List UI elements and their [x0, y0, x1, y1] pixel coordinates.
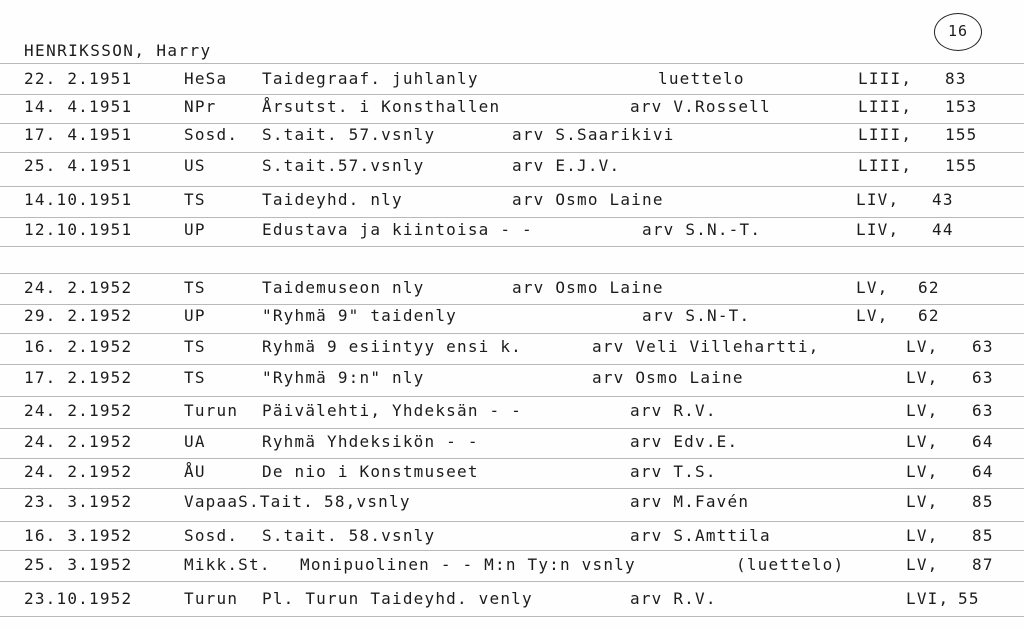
entry-title: Edustava ja kiintoisa - -	[262, 220, 533, 239]
entry-date: 24. 2.1952	[24, 462, 133, 481]
ruling-line	[0, 123, 1024, 124]
entry-source: HeSa	[184, 69, 228, 88]
page-number: 16	[948, 22, 969, 40]
entry-page: 62	[918, 306, 940, 325]
entry-title: Pl. Turun Taideyhd. venly	[262, 589, 533, 608]
entry-title: Ryhmä Yhdeksikön - -	[262, 432, 479, 451]
entry-source: UP	[184, 306, 206, 325]
entry-page: 83	[945, 69, 967, 88]
card-name: HENRIKSSON, Harry	[24, 41, 212, 60]
ruling-line	[0, 217, 1024, 218]
entry-reviewer: arv Osmo Laine	[512, 190, 664, 209]
entry-source: Sosd.	[184, 526, 239, 545]
entry-volume: LV,	[906, 368, 939, 387]
entry-title: De nio i Konstmuseet	[262, 462, 479, 481]
entry-volume: LV,	[906, 337, 939, 356]
entry-reviewer: arv S.Amttila	[630, 526, 771, 545]
ruling-line	[0, 458, 1024, 459]
entry-title: Taidemuseon nly	[262, 278, 425, 297]
entry-date: 29. 2.1952	[24, 306, 133, 325]
entry-title: Årsutst. i Konsthallen	[262, 97, 501, 116]
entry-date: 14. 4.1951	[24, 97, 133, 116]
ruling-line	[0, 152, 1024, 153]
entry-source: Mikk.St.	[184, 555, 271, 574]
entry-source: TS	[184, 368, 206, 387]
entry-date: 14.10.1951	[24, 190, 133, 209]
entry-page: 85	[972, 492, 994, 511]
entry-reviewer: arv M.Favén	[630, 492, 750, 511]
entry-page: 64	[972, 432, 994, 451]
entry-title: "Ryhmä 9:n" nly	[262, 368, 425, 387]
ruling-line	[0, 521, 1024, 522]
entry-page: 44	[932, 220, 954, 239]
entry-date: 23. 3.1952	[24, 492, 133, 511]
entry-page: 155	[945, 125, 978, 144]
entry-title: S.tait. 58.vsnly	[262, 526, 436, 545]
entry-volume: LV,	[856, 306, 889, 325]
entry-reviewer: arv T.S.	[630, 462, 717, 481]
entry-page: 64	[972, 462, 994, 481]
entry-source: NPr	[184, 97, 217, 116]
entry-title: "Ryhmä 9" taidenly	[262, 306, 457, 325]
entry-page: 153	[945, 97, 978, 116]
entry-reviewer: arv R.V.	[630, 401, 717, 420]
entry-reviewer: arv Osmo Laine	[592, 368, 744, 387]
entry-date: 24. 2.1952	[24, 401, 133, 420]
ruling-line	[0, 304, 1024, 305]
ruling-line	[0, 550, 1024, 551]
entry-source: Turun	[184, 589, 239, 608]
entry-reviewer: arv V.Rossell	[630, 97, 771, 116]
entry-reviewer: arv S.Saarikivi	[512, 125, 675, 144]
entry-source: US	[184, 156, 206, 175]
entry-source: ÅU	[184, 462, 206, 481]
entry-title: Taideyhd. nly	[262, 190, 403, 209]
entry-volume: LV,	[906, 492, 939, 511]
entry-volume: LIV,	[856, 220, 900, 239]
entry-reviewer: luettelo	[658, 69, 745, 88]
entry-source: TS	[184, 190, 206, 209]
entry-volume: LIV,	[856, 190, 900, 209]
entry-title: Monipuolinen - - M:n Ty:n vsnly	[300, 555, 636, 574]
entry-date: 25. 3.1952	[24, 555, 133, 574]
entry-page: 155	[945, 156, 978, 175]
entry-source: UA	[184, 432, 206, 451]
entry-source: Sosd.	[184, 125, 239, 144]
entry-volume: LV,	[906, 526, 939, 545]
entry-page: 55	[958, 589, 980, 608]
ruling-line	[0, 428, 1024, 429]
ruling-line	[0, 63, 1024, 64]
entry-volume: LVI,	[906, 589, 950, 608]
ruling-line	[0, 273, 1024, 274]
entry-date: 23.10.1952	[24, 589, 133, 608]
entry-page: 43	[932, 190, 954, 209]
entry-date: 16. 2.1952	[24, 337, 133, 356]
entry-date: 25. 4.1951	[24, 156, 133, 175]
ruling-line	[0, 488, 1024, 489]
entry-page: 87	[972, 555, 994, 574]
entry-reviewer: arv E.J.V.	[512, 156, 621, 175]
entry-title: Taidegraaf. juhlanly	[262, 69, 479, 88]
entry-page: 63	[972, 368, 994, 387]
entry-date: 22. 2.1951	[24, 69, 133, 88]
ruling-line	[0, 94, 1024, 95]
ruling-line	[0, 246, 1024, 247]
entry-page: 63	[972, 401, 994, 420]
entry-volume: LV,	[906, 555, 939, 574]
entry-volume: LV,	[856, 278, 889, 297]
entry-source: VapaaS.Tait.	[184, 492, 314, 511]
entry-reviewer: arv Edv.E.	[630, 432, 739, 451]
entry-volume: LV,	[906, 432, 939, 451]
page-number-circle	[934, 13, 982, 51]
ruling-line	[0, 186, 1024, 187]
entry-date: 24. 2.1952	[24, 278, 133, 297]
entry-title: S.tait. 57.vsnly	[262, 125, 436, 144]
entry-source: UP	[184, 220, 206, 239]
entry-date: 24. 2.1952	[24, 432, 133, 451]
entry-title: Päivälehti, Yhdeksän - -	[262, 401, 522, 420]
entry-title: 58,vsnly	[324, 492, 411, 511]
ruling-line	[0, 616, 1024, 617]
entry-source: Turun	[184, 401, 239, 420]
entry-reviewer: arv Osmo Laine	[512, 278, 664, 297]
entry-page: 62	[918, 278, 940, 297]
entry-reviewer: arv R.V.	[630, 589, 717, 608]
entry-source: TS	[184, 337, 206, 356]
entry-volume: LV,	[906, 401, 939, 420]
entry-reviewer: arv S.N.-T.	[642, 220, 762, 239]
entry-reviewer: arv Veli Villehartti,	[592, 337, 820, 356]
ruling-line	[0, 581, 1024, 582]
entry-page: 63	[972, 337, 994, 356]
entry-page: 85	[972, 526, 994, 545]
entry-volume: LIII,	[858, 156, 913, 175]
entry-source: TS	[184, 278, 206, 297]
entry-volume: LIII,	[858, 69, 913, 88]
ruling-line	[0, 333, 1024, 334]
ruling-line	[0, 364, 1024, 365]
entry-date: 17. 4.1951	[24, 125, 133, 144]
entry-date: 17. 2.1952	[24, 368, 133, 387]
entry-date: 16. 3.1952	[24, 526, 133, 545]
entry-reviewer: (luettelo)	[736, 555, 845, 574]
entry-reviewer: arv S.N-T.	[642, 306, 751, 325]
entry-volume: LV,	[906, 462, 939, 481]
ruling-line	[0, 396, 1024, 397]
entry-title: S.tait.57.vsnly	[262, 156, 425, 175]
entry-volume: LIII,	[858, 97, 913, 116]
entry-title: Ryhmä 9 esiintyy ensi k.	[262, 337, 522, 356]
entry-date: 12.10.1951	[24, 220, 133, 239]
entry-volume: LIII,	[858, 125, 913, 144]
